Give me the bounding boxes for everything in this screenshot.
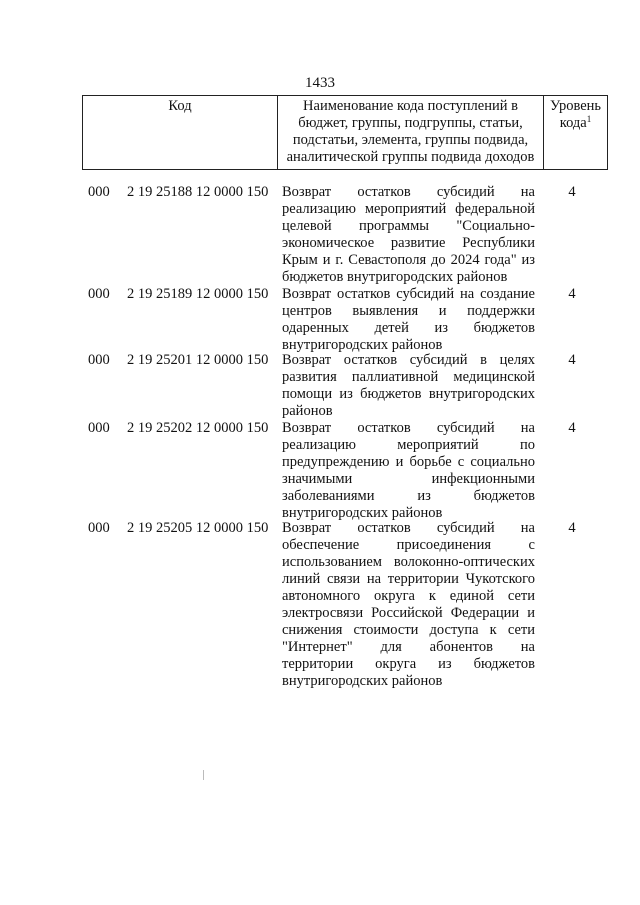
admin-code: 000 (88, 286, 110, 302)
admin-code: 000 (88, 420, 110, 436)
income-code: 2 19 25202 12 0000 150 (127, 420, 269, 436)
header-row (83, 96, 608, 170)
header-code: Код (83, 96, 278, 170)
income-name: Возврат остатков субсидий в целях развития паллиативной медицинской помощи из бюджетов внутригородских районов (282, 352, 535, 419)
income-name: Возврат остатков субсидий на обеспечение присоединения с использованием волоконно-оптических линий связи на территории Чукотского автономного округа к единой сети электросвязи Российской Федерации и снижения стоимости доступа к сети "Интернет" для абонентов на территории округа из бюджетов внутригородских районов (282, 520, 535, 689)
header-level (544, 96, 608, 170)
scan-speck (203, 770, 204, 780)
code-level: 4 (568, 352, 576, 368)
income-name: Возврат остатков субсидий на реализацию мероприятий федеральной целевой программы "Социально-экономическое развитие Республики Крым и г. Севастополя до 2024 года" из бюджетов внутригородских районов (282, 184, 535, 285)
income-code: 2 19 25188 12 0000 150 (127, 184, 269, 200)
header-level-footnote: 1 (586, 114, 592, 124)
income-code: 2 19 25205 12 0000 150 (127, 520, 269, 536)
code-level: 4 (568, 520, 576, 536)
income-code: 2 19 25189 12 0000 150 (127, 286, 269, 302)
income-name: Возврат остатков субсидий на создание центров выявления и поддержки одаренных детей из бюджетов внутригородских районов (282, 286, 535, 353)
code-level: 4 (568, 420, 576, 436)
income-name: Возврат остатков субсидий на реализацию мероприятий по предупреждению и борьбе с социально значимыми инфекционными заболеваниями из бюджетов внутригородских районов (282, 420, 535, 521)
code-level: 4 (568, 286, 576, 302)
admin-code: 000 (88, 520, 110, 536)
header-level-label: Уровень кода (549, 98, 602, 131)
admin-code: 000 (88, 184, 110, 200)
income-code: 2 19 25201 12 0000 150 (127, 352, 269, 368)
admin-code: 000 (88, 352, 110, 368)
table-header (82, 95, 608, 170)
header-name: Наименование кода поступлений в бюджет, группы, подгруппы, статьи, подстатьи, элемента, группы подвида, аналитической группы подвида доходов (278, 96, 544, 170)
page-number: 1433 (305, 75, 335, 91)
code-level: 4 (568, 184, 576, 200)
